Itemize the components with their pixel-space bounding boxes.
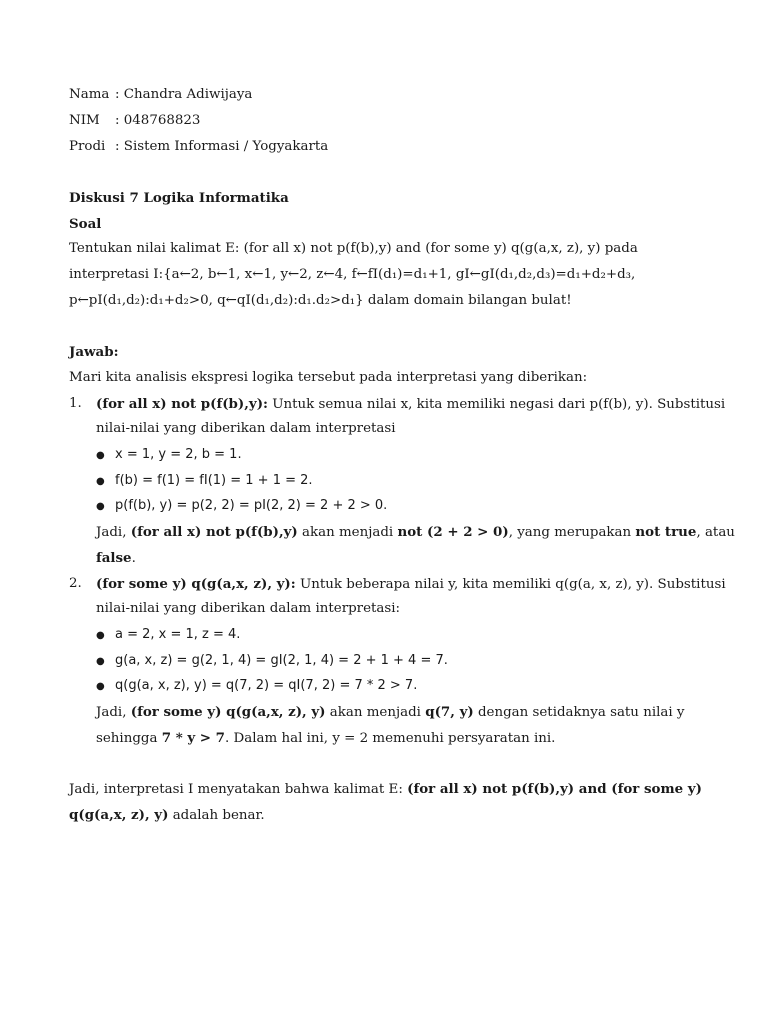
item-1-number: 1. [69,396,82,411]
item-2-conc-b2: q(7, y) [425,704,474,720]
prodi-label: Prodi [69,139,106,154]
item-1-conc-b4: false [96,550,132,566]
item-1-conc-b2: not (2 + 2 > 0) [397,524,509,540]
item-2-conc-a4: sehingga [96,731,162,746]
final-b2: q(g(a,x, z), y) [69,807,169,823]
final-a1: Jadi, interpretasi I menyatakan bahwa kalimat E: [69,782,408,797]
final-b1: (for all x) not p(f(b),y) and (for some y) [407,781,702,797]
item-1-line-1 [96,396,725,412]
item-1-bullet-1: x = 1, y = 2, b = 1. [115,447,242,462]
soal-heading: Soal [69,216,102,232]
item-1-conc-a1: Jadi, [96,525,131,540]
item-2-line-1 [96,576,726,592]
item-2-conc-a1: Jadi, [96,705,131,720]
bullet-icon: ● [96,681,105,692]
jawab-heading: Jawab: [69,344,119,360]
item-2-conc-a5: . Dalam hal ini, y = 2 memenuhi persyaratan ini. [225,731,556,746]
item-1-conc-b1: (for all x) not p(f(b),y) [130,524,298,540]
item-1-conc-a2: akan menjadi [297,525,398,540]
nama-label: Nama [69,87,110,102]
item-1-conclusion-line-2 [96,550,136,566]
bullet-icon: ● [96,501,105,512]
item-1-conc-a3: , yang merupakan [508,525,636,540]
item-2-number: 2. [69,576,82,591]
item-1-conc-a4: , atau [696,525,735,540]
nim-row [69,113,200,128]
final-a2: adalah benar. [168,808,265,823]
document-title: Diskusi 7 Logika Informatika [69,190,289,206]
bullet-icon: ● [96,630,105,641]
bullet-icon: ● [96,656,105,667]
item-1-line-2: nilai-nilai yang diberikan dalam interpretasi [96,421,396,436]
item-2-lead: (for some y) q(g(a,x, z), y): [96,576,296,592]
item-2-bullet-2: g(a, x, z) = g(2, 1, 4) = gI(2, 1, 4) = 2 + 1 + 4 = 7. [115,653,448,668]
item-2-line-2: nilai-nilai yang diberikan dalam interpretasi: [96,601,401,616]
soal-line-2: interpretasi I:{a←2, b←1, x←1, y←2, z←4, f←fI(d₁)=d₁+1, gI←gI(d₁,d₂,d₃)=d₁+d₂+d₃, [69,267,636,282]
nama-value: : Chandra Adiwijaya [115,87,253,102]
nama-row [69,87,252,102]
item-2-conclusion-line-1 [96,704,684,720]
item-1-lead: (for all x) not p(f(b),y): [96,396,268,412]
prodi-row [69,139,328,154]
item-1-bullet-3: p(f(b), y) = p(2, 2) = pI(2, 2) = 2 + 2 > 0. [115,498,388,513]
item-2-conc-a3: dengan setidaknya satu nilai y [473,705,685,720]
bullet-icon: ● [96,450,105,461]
item-2-bullet-1: a = 2, x = 1, z = 4. [115,627,241,642]
item-2-bullet-3: q(g(a, x, z), y) = q(7, 2) = qI(7, 2) = 7 * 2 > 7. [115,678,418,693]
item-1-conc-b3: not true [635,524,697,540]
soal-line-3: p←pI(d₁,d₂):d₁+d₂>0, q←qI(d₁,d₂):d₁.d₂>d₁} dalam domain bilangan bulat! [69,293,572,308]
item-1-conclusion-line-1 [96,524,735,540]
jawab-intro: Mari kita analisis ekspresi logika tersebut pada interpretasi yang diberikan: [69,370,588,385]
final-conclusion-line-2 [69,807,265,823]
item-2-text-a: Untuk beberapa nilai y, kita memiliki q(g(a, x, z), y). Substitusi [295,577,726,592]
item-2-conclusion-line-2 [96,730,555,746]
item-2-conc-a2: akan menjadi [325,705,426,720]
final-conclusion-line-1 [69,781,702,797]
item-1-text-a: Untuk semua nilai x, kita memiliki negasi dari p(f(b), y). Substitusi [267,397,726,412]
item-2-conc-b1: (for some y) q(g(a,x, z), y) [130,704,326,720]
nim-label: NIM [69,113,100,128]
nim-value: : 048768823 [115,113,201,128]
prodi-value: : Sistem Informasi / Yogyakarta [115,139,329,154]
item-1-bullet-2: f(b) = f(1) = fI(1) = 1 + 1 = 2. [115,473,313,488]
item-1-conc-a5: . [131,551,136,566]
soal-line-1: Tentukan nilai kalimat E: (for all x) not p(f(b),y) and (for some y) q(g(a,x, z), y) pada [69,241,638,256]
bullet-icon: ● [96,476,105,487]
item-2-conc-b3: 7 * y > 7 [161,730,226,746]
